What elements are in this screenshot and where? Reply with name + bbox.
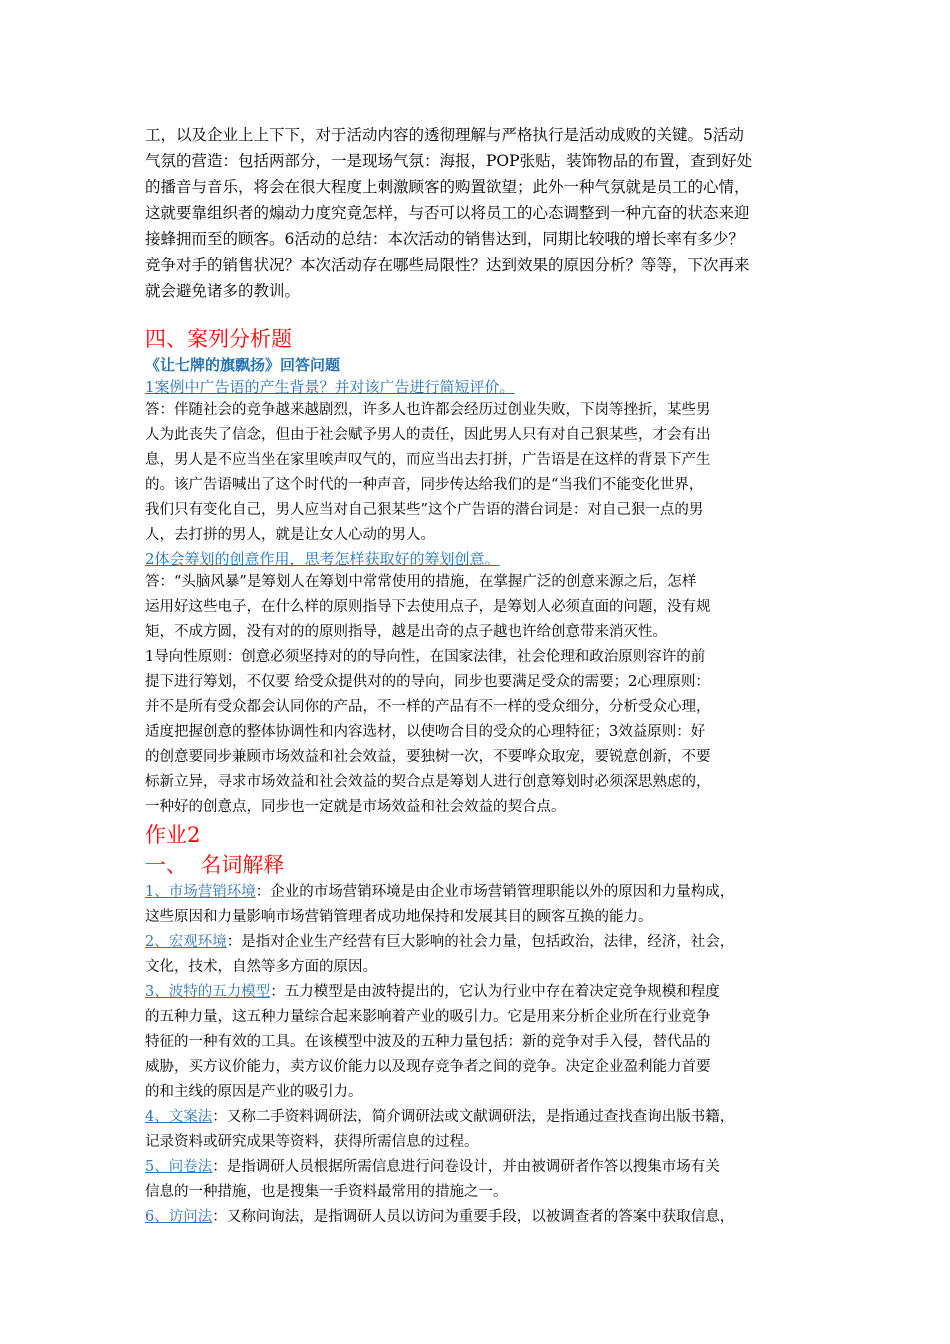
text-line: 工，以及企业上上下下，对于活动内容的透彻理解与严格执行是活动成败的关键。5活动: [145, 126, 744, 144]
text-line: 人为此丧失了信念，但由于社会赋予男人的责任，因此男人只有对自己狠某些，才会有出: [145, 427, 711, 443]
text-line: [145, 1105, 815, 1130]
text-line: 竞争对手的销售状况？本次活动存在哪些局限性？达到效果的原因分析？等等，下次再来: [145, 256, 750, 274]
text-line: 记录资料或研究成果等资料，获得所需信息的过程。: [145, 1134, 479, 1150]
term-definition-heading: 一、 名词解释: [145, 853, 285, 877]
text-line: 威胁，买方议价能力，卖方议价能力以及现存竞争者之间的竞争。决定企业盈利能力首要: [145, 1059, 711, 1075]
text-line: 接蜂拥而至的顾客。6活动的总结：本次活动的销售达到，同期比较哦的增长率有多少？: [145, 230, 744, 248]
term-6: [145, 1205, 815, 1230]
term-1: [145, 880, 815, 930]
text-line: 并不是所有受众都会认同你的产品，不一样的产品有不一样的受众细分，分析受众心理，: [145, 699, 711, 715]
answer-2: [145, 570, 815, 645]
term-5: [145, 1155, 815, 1205]
term-link[interactable]: 5、问卷法: [145, 1159, 213, 1175]
text-line: 答：“头脑风暴”是筹划人在筹划中常常使用的措施，在掌握广泛的创意来源之后，怎样: [145, 574, 697, 590]
text-line: [145, 1205, 815, 1230]
term-link[interactable]: 4、文案法: [145, 1109, 213, 1125]
text-line: 的五种力量，这五种力量综合起来影响着产业的吸引力。它是用来分析企业所在行业竞争: [145, 1009, 711, 1025]
text-line: 标新立异，寻求市场效益和社会效益的契合点是筹划人进行创意筹划时必须深思熟虑的，: [145, 774, 711, 790]
term-link[interactable]: 1、市场营销环境: [145, 884, 256, 900]
text-line: 我们只有变化自己，男人应当对自己狠某些”这个广告语的潜台词是：对自己狠一点的男: [145, 502, 704, 518]
text-line: 1导向性原则：创意必须坚持对的的导向性，在国家法律，社会伦理和政治原则容许的前: [145, 649, 706, 665]
text-line: [145, 930, 815, 955]
text-line: 矩，不成方圆，没有对的的原则指导，越是出奇的点子越也许给创意带来消灭性。: [145, 624, 667, 640]
term-definition: ：企业的市场营销环境是由企业市场营销管理职能以外的原因和力量构成，: [255, 884, 735, 900]
intro-paragraph: [145, 122, 815, 304]
text-line: 这就要靠组织者的煽动力度究竟怎样，与否可以将员工的心态调整到一种亢奋的状态来迎: [145, 204, 750, 222]
text-line: 的。该广告语喊出了这个时代的一种声音，同步传达给我们的是“当我们不能变化世界，: [145, 477, 704, 493]
text-line: 的播音与音乐，将会在很大程度上刺激顾客的购置欲望；此外一种气氛就是员工的心情，: [145, 178, 750, 196]
text-line: [145, 1155, 815, 1180]
text-line: 息，男人是不应当坐在家里唉声叹气的，而应当出去打拼，广告语是在这样的背景下产生: [145, 452, 711, 468]
term-definition: ：是指调研人员根据所需信息进行问卷设计，并由被调研者作答以搜集市场有关: [212, 1159, 720, 1175]
text-line: 文化，技术，自然等多方面的原因。: [145, 959, 377, 975]
term-definition: ：又称二手资料调研法，简介调研法或文献调研法，是指通过查找查询出版书籍，: [212, 1109, 735, 1125]
term-definition: ：又称问询法，是指调研人员以访问为重要手段，以被调查者的答案中获取信息，: [212, 1209, 735, 1225]
text-line: 这些原因和力量影响市场营销管理者成功地保持和发展其目的顾客互换的能力。: [145, 909, 653, 925]
term-link[interactable]: 3、波特的五力模型: [145, 984, 271, 1000]
text-line: 气氛的营造：包括两部分，一是现场气氛：海报，POP张贴，装饰物品的布置，查到好处: [145, 152, 753, 170]
text-line: 的创意要同步兼顾市场效益和社会效益，要独树一次，不要哗众取宠，要锐意创新，不要: [145, 749, 711, 765]
term-definition: ：是指对企业生产经营有巨大影响的社会力量，包括政治，法律，经济，社会，: [226, 934, 735, 950]
text-line: 人，去打拼的男人，就是让女人心动的男人。: [145, 527, 435, 543]
text-line: 答：伴随社会的竞争越来越剧烈，许多人也许都会经历过创业失败，下岗等挫折，某些男: [145, 402, 711, 418]
term-2: [145, 930, 815, 980]
text-line: 提下进行筹划，不仅要 给受众提供对的的导向，同步也要满足受众的需要；2心理原则：: [145, 674, 710, 690]
term-link[interactable]: 2、宏观环境: [145, 934, 227, 950]
text-line: [145, 980, 815, 1005]
text-line: 特征的一种有效的工具。在该模型中波及的五种力量包括：新的竞争对手入侵，替代品的: [145, 1034, 711, 1050]
answer-1: [145, 398, 815, 548]
homework-2-heading: 作业2: [145, 823, 201, 847]
document-page: [145, 122, 815, 1230]
term-link[interactable]: 6、访问法: [145, 1209, 213, 1225]
text-line: 运用好这些电子，在什么样的原则指导下去使用点子，是筹划人必须直面的问题，没有规: [145, 599, 711, 615]
term-4: [145, 1105, 815, 1155]
question-1: 1案例中广告语的产生背景？并对该广告进行简短评价。: [145, 378, 515, 396]
text-line: 一种好的创意点，同步也一定就是市场效益和社会效益的契合点。: [145, 799, 566, 815]
case-title: 《让七牌的旗飘扬》回答问题: [145, 356, 341, 374]
answer-2-principles: [145, 645, 815, 820]
question-2: 2体会筹划的创意作用，思考怎样获取好的筹划创意。: [145, 550, 500, 568]
term-3: [145, 980, 815, 1105]
text-line: 就会避免诸多的教训。: [145, 282, 301, 300]
text-line: 信息的一种措施，也是搜集一手资料最常用的措施之一。: [145, 1184, 508, 1200]
section-heading-case-analysis: 四、案列分析题: [145, 327, 292, 351]
text-line: [145, 880, 815, 905]
text-line: 适度把握创意的整体协调性和内容选材，以使吻合目的受众的心理特征；3效益原则：好: [145, 724, 706, 740]
text-line: 的和主线的原因是产业的吸引力。: [145, 1084, 363, 1100]
term-definition: ：五力模型是由波特提出的，它认为行业中存在着决定竞争规模和程度: [270, 984, 720, 1000]
